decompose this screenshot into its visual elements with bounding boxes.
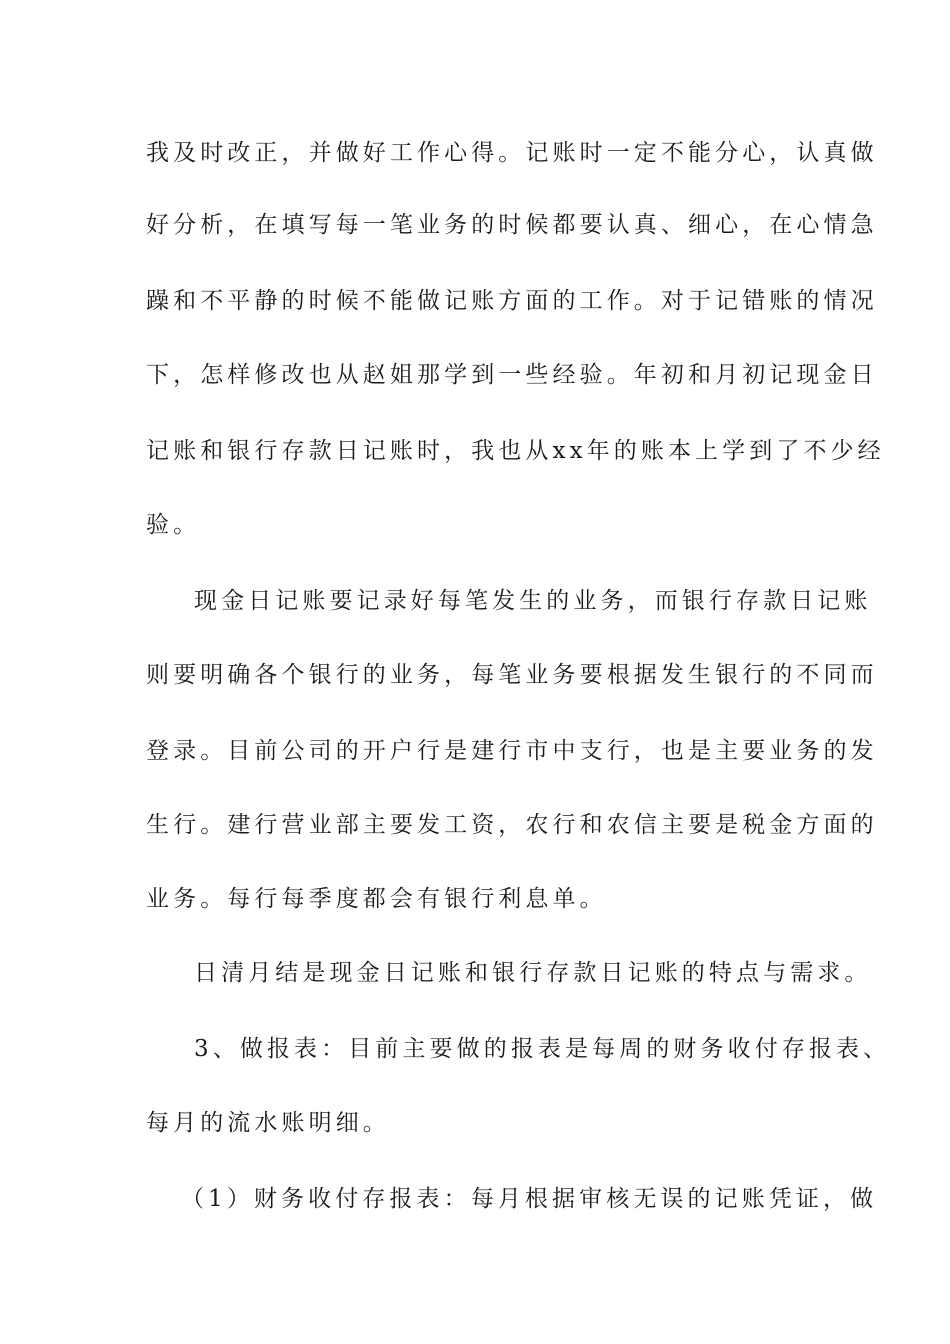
paragraph-line: 日清月结是现金日记账和银行存款日记账的特点与需求。 xyxy=(194,960,872,986)
paragraph-line: 验。 xyxy=(146,512,201,538)
paragraph-line: 每月的流水账明细。 xyxy=(146,1110,390,1136)
paragraph-line: 我及时改正，并做好工作心得。记账时一定不能分心，认真做 xyxy=(146,140,878,166)
paragraph-line: 3、做报表：目前主要做的报表是每周的财务收付存报表、 xyxy=(194,1036,891,1062)
paragraph-line: 躁和不平静的时候不能做记账方面的工作。对于记错账的情况 xyxy=(146,288,878,314)
paragraph-line: 生行。建行营业部主要发工资，农行和农信主要是税金方面的 xyxy=(146,812,878,838)
paragraph-line: （1）财务收付存报表：每月根据审核无误的记账凭证，做 xyxy=(181,1186,878,1212)
paragraph-line: 好分析，在填写每一笔业务的时候都要认真、细心，在心情急 xyxy=(146,212,878,238)
paragraph-line: 则要明确各个银行的业务，每笔业务要根据发生银行的不同而 xyxy=(146,662,878,688)
paragraph-line: 登录。目前公司的开户行是建行市中支行，也是主要业务的发 xyxy=(146,738,878,764)
paragraph-line: 业务。每行每季度都会有银行利息单。 xyxy=(146,886,607,912)
paragraph-line: 记账和银行存款日记账时，我也从xx年的账本上学到了不少经 xyxy=(146,438,885,464)
paragraph-line: 下，怎样修改也从赵姐那学到一些经验。年初和月初记现金日 xyxy=(146,362,878,388)
paragraph-line: 现金日记账要记录好每笔发生的业务，而银行存款日记账 xyxy=(194,588,872,614)
